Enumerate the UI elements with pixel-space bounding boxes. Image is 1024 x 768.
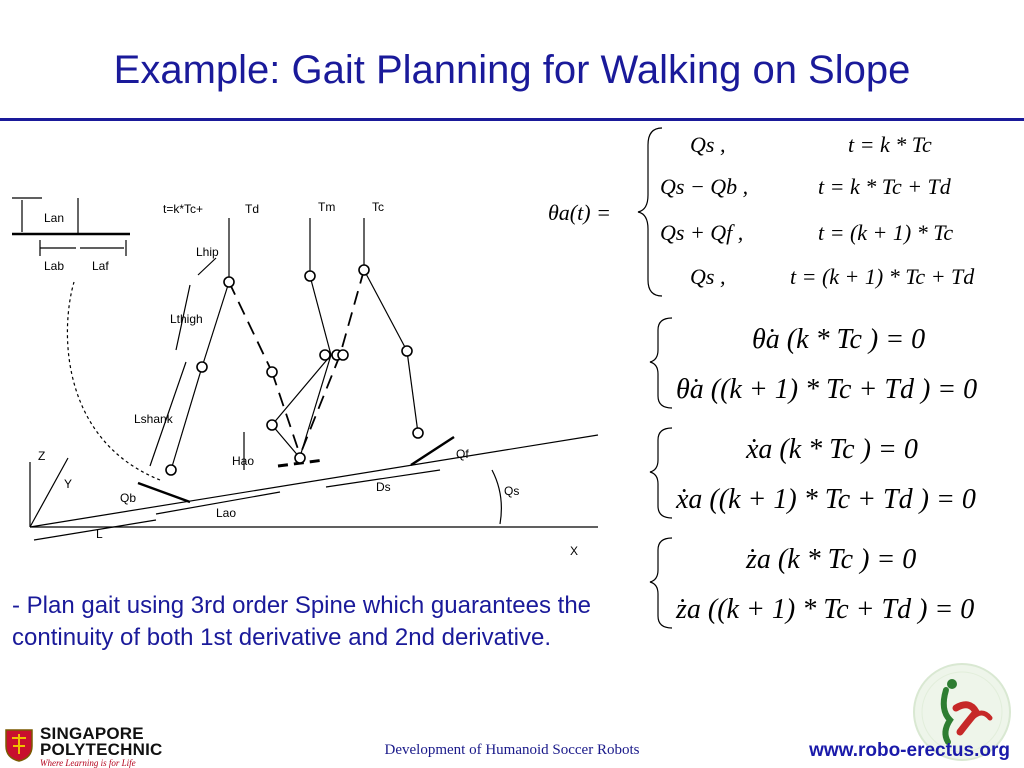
z-dot-eq-2: ża ((k + 1) * Tc + Td ) = 0 (676, 594, 975, 625)
bullet-text: - Plan gait using 3rd order Spine which guarantees the continuity of both 1st derivative and 2nd derivative. (12, 592, 592, 651)
label-lan: Lan (44, 211, 65, 225)
x-dot-eq-1: ẋa (k * Tc ) = 0 (746, 434, 918, 465)
theta-dot-eq-1: θ̇a (k * Tc ) = 0 (752, 324, 926, 355)
label-z: Z (38, 449, 46, 463)
logo-line2: POLYTECHNIC (40, 740, 163, 759)
label-ds: Ds (376, 480, 391, 494)
label-lhip: Lhip (196, 245, 219, 259)
case-4-cond: t = (k + 1) * Tc + Td (790, 264, 975, 289)
equations-panel (540, 118, 1024, 648)
logo-line1: SINGAPORE (40, 724, 144, 743)
z-dot-eq-1: ża (k * Tc ) = 0 (746, 544, 917, 575)
label-t0: t=k*Tc+ (163, 202, 204, 216)
label-lao: Lao (216, 506, 237, 520)
case-3-cond: t = (k + 1) * Tc (818, 220, 954, 245)
label-qb: Qb (120, 491, 137, 505)
label-laf: Laf (92, 259, 109, 273)
logo-tagline: Where Learning is for Life (40, 758, 136, 768)
x-dot-eq-2: ẋa ((k + 1) * Tc + Td ) = 0 (676, 484, 976, 515)
label-lab: Lab (44, 259, 65, 273)
gait-diagram (0, 180, 610, 570)
slide-title: Example: Gait Planning for Walking on Slope (113, 48, 911, 92)
case-1-cond: t = k * Tc (848, 132, 932, 157)
case-4-expr: Qs , (690, 264, 726, 289)
website-link[interactable]: www.robo-erectus.org (809, 740, 1010, 761)
footer-text: Development of Humanoid Soccer Robots (384, 742, 640, 758)
label-td: Td (245, 202, 260, 216)
case-2-expr: Qs − Qb , (660, 174, 749, 199)
case-3-expr: Qs + Qf , (660, 220, 744, 245)
label-qf: Qf (456, 447, 469, 461)
label-lthigh: Lthigh (170, 312, 203, 326)
label-y: Y (64, 477, 73, 491)
label-tc: Tc (372, 200, 384, 214)
case-1-expr: Qs , (690, 132, 726, 157)
theta-lhs: θa(t) = (548, 200, 611, 225)
label-l: L (96, 527, 103, 541)
label-x: X (570, 544, 579, 558)
case-2-cond: t = k * Tc + Td (818, 174, 951, 199)
label-hao: Hao (232, 454, 255, 468)
label-qs: Qs (504, 484, 520, 498)
theta-dot-eq-2: θ̇a ((k + 1) * Tc + Td ) = 0 (676, 374, 978, 405)
label-lshank: Lshank (134, 412, 173, 426)
label-tm: Tm (318, 200, 336, 214)
